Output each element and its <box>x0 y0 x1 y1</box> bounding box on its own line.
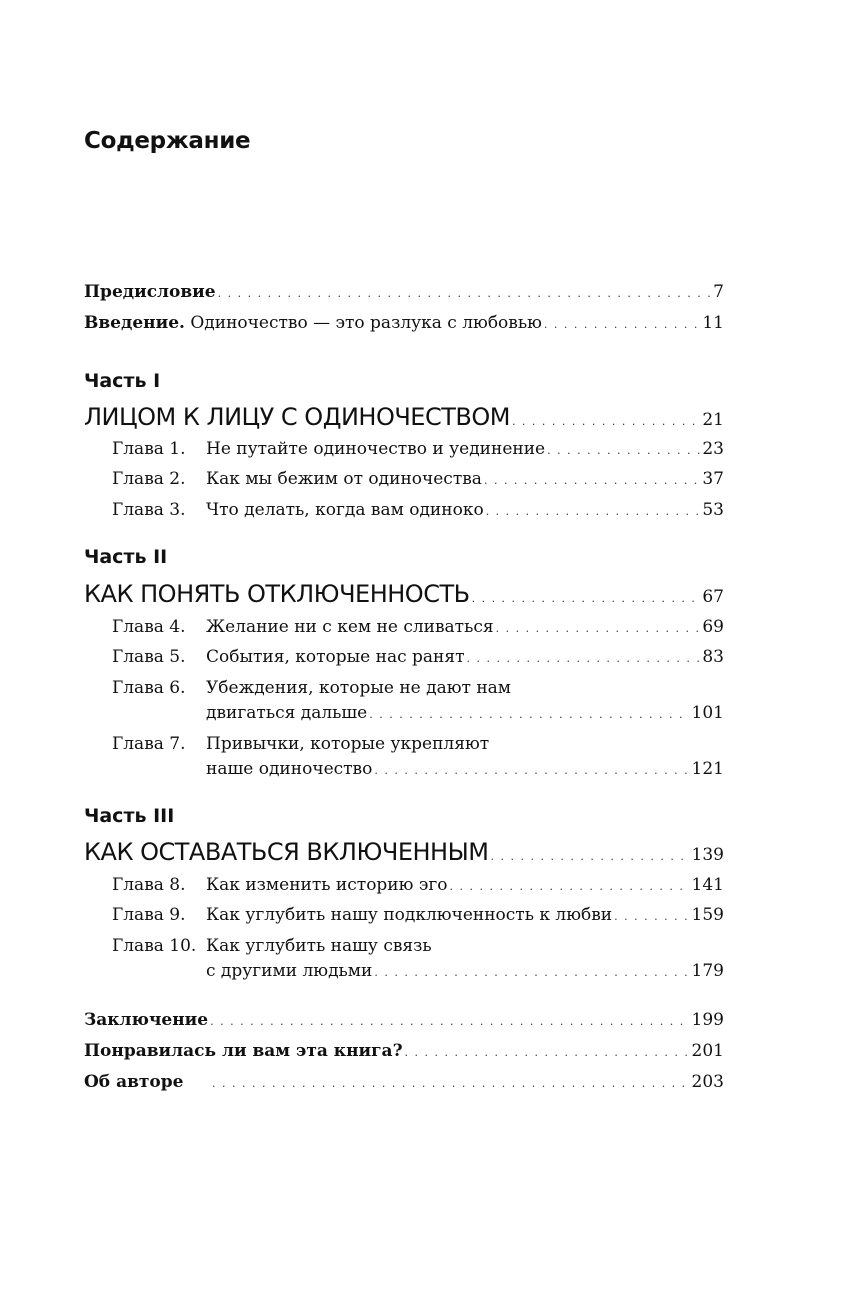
chapter-number: Глава 4. <box>112 617 186 637</box>
dot-leader <box>212 1069 690 1097</box>
entry-title: Заключение <box>84 1010 209 1030</box>
part-label: Часть II <box>84 546 168 568</box>
entry-title: Об авторе <box>84 1072 184 1092</box>
chapter-number: Глава 9. <box>112 905 186 925</box>
toc-entry-chapter-first-line <box>112 933 724 959</box>
toc-entry-preface <box>84 279 724 307</box>
page-number: 11 <box>702 313 724 333</box>
dot-leader <box>210 1007 689 1035</box>
page-number: 37 <box>702 469 724 489</box>
chapter-title: Желание ни с кем не сливаться <box>206 617 494 637</box>
page-number: 159 <box>691 905 724 925</box>
dot-leader <box>369 700 689 728</box>
part-title-row <box>84 836 724 873</box>
page-number: 179 <box>691 961 724 981</box>
toc-entry-chapter <box>112 902 724 930</box>
chapter-number: Глава 8. <box>112 875 186 895</box>
dot-leader <box>490 836 689 873</box>
page-number: 83 <box>702 647 724 667</box>
chapter-title: Как углубить нашу подключенность к любви <box>206 905 613 925</box>
toc-entry-chapter-continuation <box>206 700 724 728</box>
part-title-row <box>84 578 724 615</box>
chapter-title: Как мы бежим от одиночества <box>206 469 482 489</box>
entry-title: Введение. <box>84 313 185 333</box>
dot-leader <box>512 401 700 438</box>
dot-leader <box>218 279 712 307</box>
toc-page <box>84 0 724 1299</box>
page-number: 21 <box>702 410 724 430</box>
dot-leader <box>614 902 689 930</box>
dot-leader <box>450 872 690 900</box>
part-label: Часть I <box>84 370 161 392</box>
chapter-title-continuation: двигаться дальше <box>206 703 368 723</box>
dot-leader <box>486 497 701 525</box>
page-number: 23 <box>702 439 724 459</box>
page-number: 203 <box>691 1072 724 1092</box>
page-number: 121 <box>691 759 724 779</box>
chapter-title: Как углубить нашу связь <box>206 936 432 956</box>
chapter-number: Глава 7. <box>112 734 186 754</box>
chapter-title: События, которые нас ранят <box>206 647 465 667</box>
toc-entry-chapter <box>112 497 724 525</box>
toc-entry-chapter-first-line <box>112 675 724 701</box>
part-title: КАК ОСТАВАТЬСЯ ВКЛЮЧЕННЫМ <box>84 838 489 866</box>
part-title: КАК ПОНЯТЬ ОТКЛЮЧЕННОСТЬ <box>84 580 470 608</box>
chapter-number: Глава 3. <box>112 500 186 520</box>
part-title-row <box>84 401 724 438</box>
dot-leader <box>496 614 701 642</box>
part-label: Часть III <box>84 805 175 827</box>
dot-leader <box>472 578 701 615</box>
chapter-number: Глава 6. <box>112 678 186 698</box>
dot-leader <box>467 644 701 672</box>
toc-entry-chapter <box>112 644 724 672</box>
toc-entry-chapter <box>112 436 724 464</box>
dot-leader <box>374 756 689 784</box>
chapter-number: Глава 10. <box>112 936 197 956</box>
chapter-number: Глава 5. <box>112 647 186 667</box>
page-number: 69 <box>702 617 724 637</box>
dot-leader <box>547 436 700 464</box>
page-number: 141 <box>691 875 724 895</box>
entry-title: Понравилась ли вам эта книга? <box>84 1041 403 1061</box>
entry-subtitle: Одиночество — это разлука с любовью <box>184 313 542 333</box>
chapter-title: Привычки, которые укрепляют <box>206 734 490 754</box>
chapter-title: Что делать, когда вам одиноко <box>206 500 484 520</box>
chapter-number: Глава 1. <box>112 439 186 459</box>
toc-entry-introduction <box>84 310 724 338</box>
toc-entry-chapter-continuation <box>206 958 724 986</box>
toc-entry-chapter <box>112 872 724 900</box>
dot-leader <box>484 466 700 494</box>
toc-entry-chapter-continuation <box>206 756 724 784</box>
toc-entry-chapter <box>112 614 724 642</box>
toc-entry-conclusion <box>84 1007 724 1035</box>
toc-entry-feedback <box>84 1038 724 1066</box>
page-number: 199 <box>691 1010 724 1030</box>
entry-title: Предисловие <box>84 282 216 302</box>
dot-leader <box>374 958 689 986</box>
page-number: 101 <box>691 703 724 723</box>
chapter-title: Не путайте одиночество и уединение <box>206 439 546 459</box>
toc-entry-chapter <box>112 466 724 494</box>
toc-entry-about-author <box>84 1069 724 1097</box>
part-title: ЛИЦОМ К ЛИЦУ С ОДИНОЧЕСТВОМ <box>84 403 510 431</box>
dot-leader <box>544 310 700 338</box>
chapter-title-continuation: с другими людьми <box>206 961 373 981</box>
toc-entry-chapter-first-line <box>112 731 724 757</box>
chapter-number: Глава 2. <box>112 469 186 489</box>
chapter-title: Убеждения, которые не дают нам <box>206 678 512 698</box>
chapter-title: Как изменить историю эго <box>206 875 448 895</box>
page-number: 7 <box>713 282 724 302</box>
dot-leader <box>405 1038 690 1066</box>
page-number: 53 <box>702 500 724 520</box>
page-number: 201 <box>691 1041 724 1061</box>
page-number: 139 <box>691 845 724 865</box>
page-title: Содержание <box>84 128 251 154</box>
chapter-title-continuation: наше одиночество <box>206 759 373 779</box>
page-number: 67 <box>702 587 724 607</box>
